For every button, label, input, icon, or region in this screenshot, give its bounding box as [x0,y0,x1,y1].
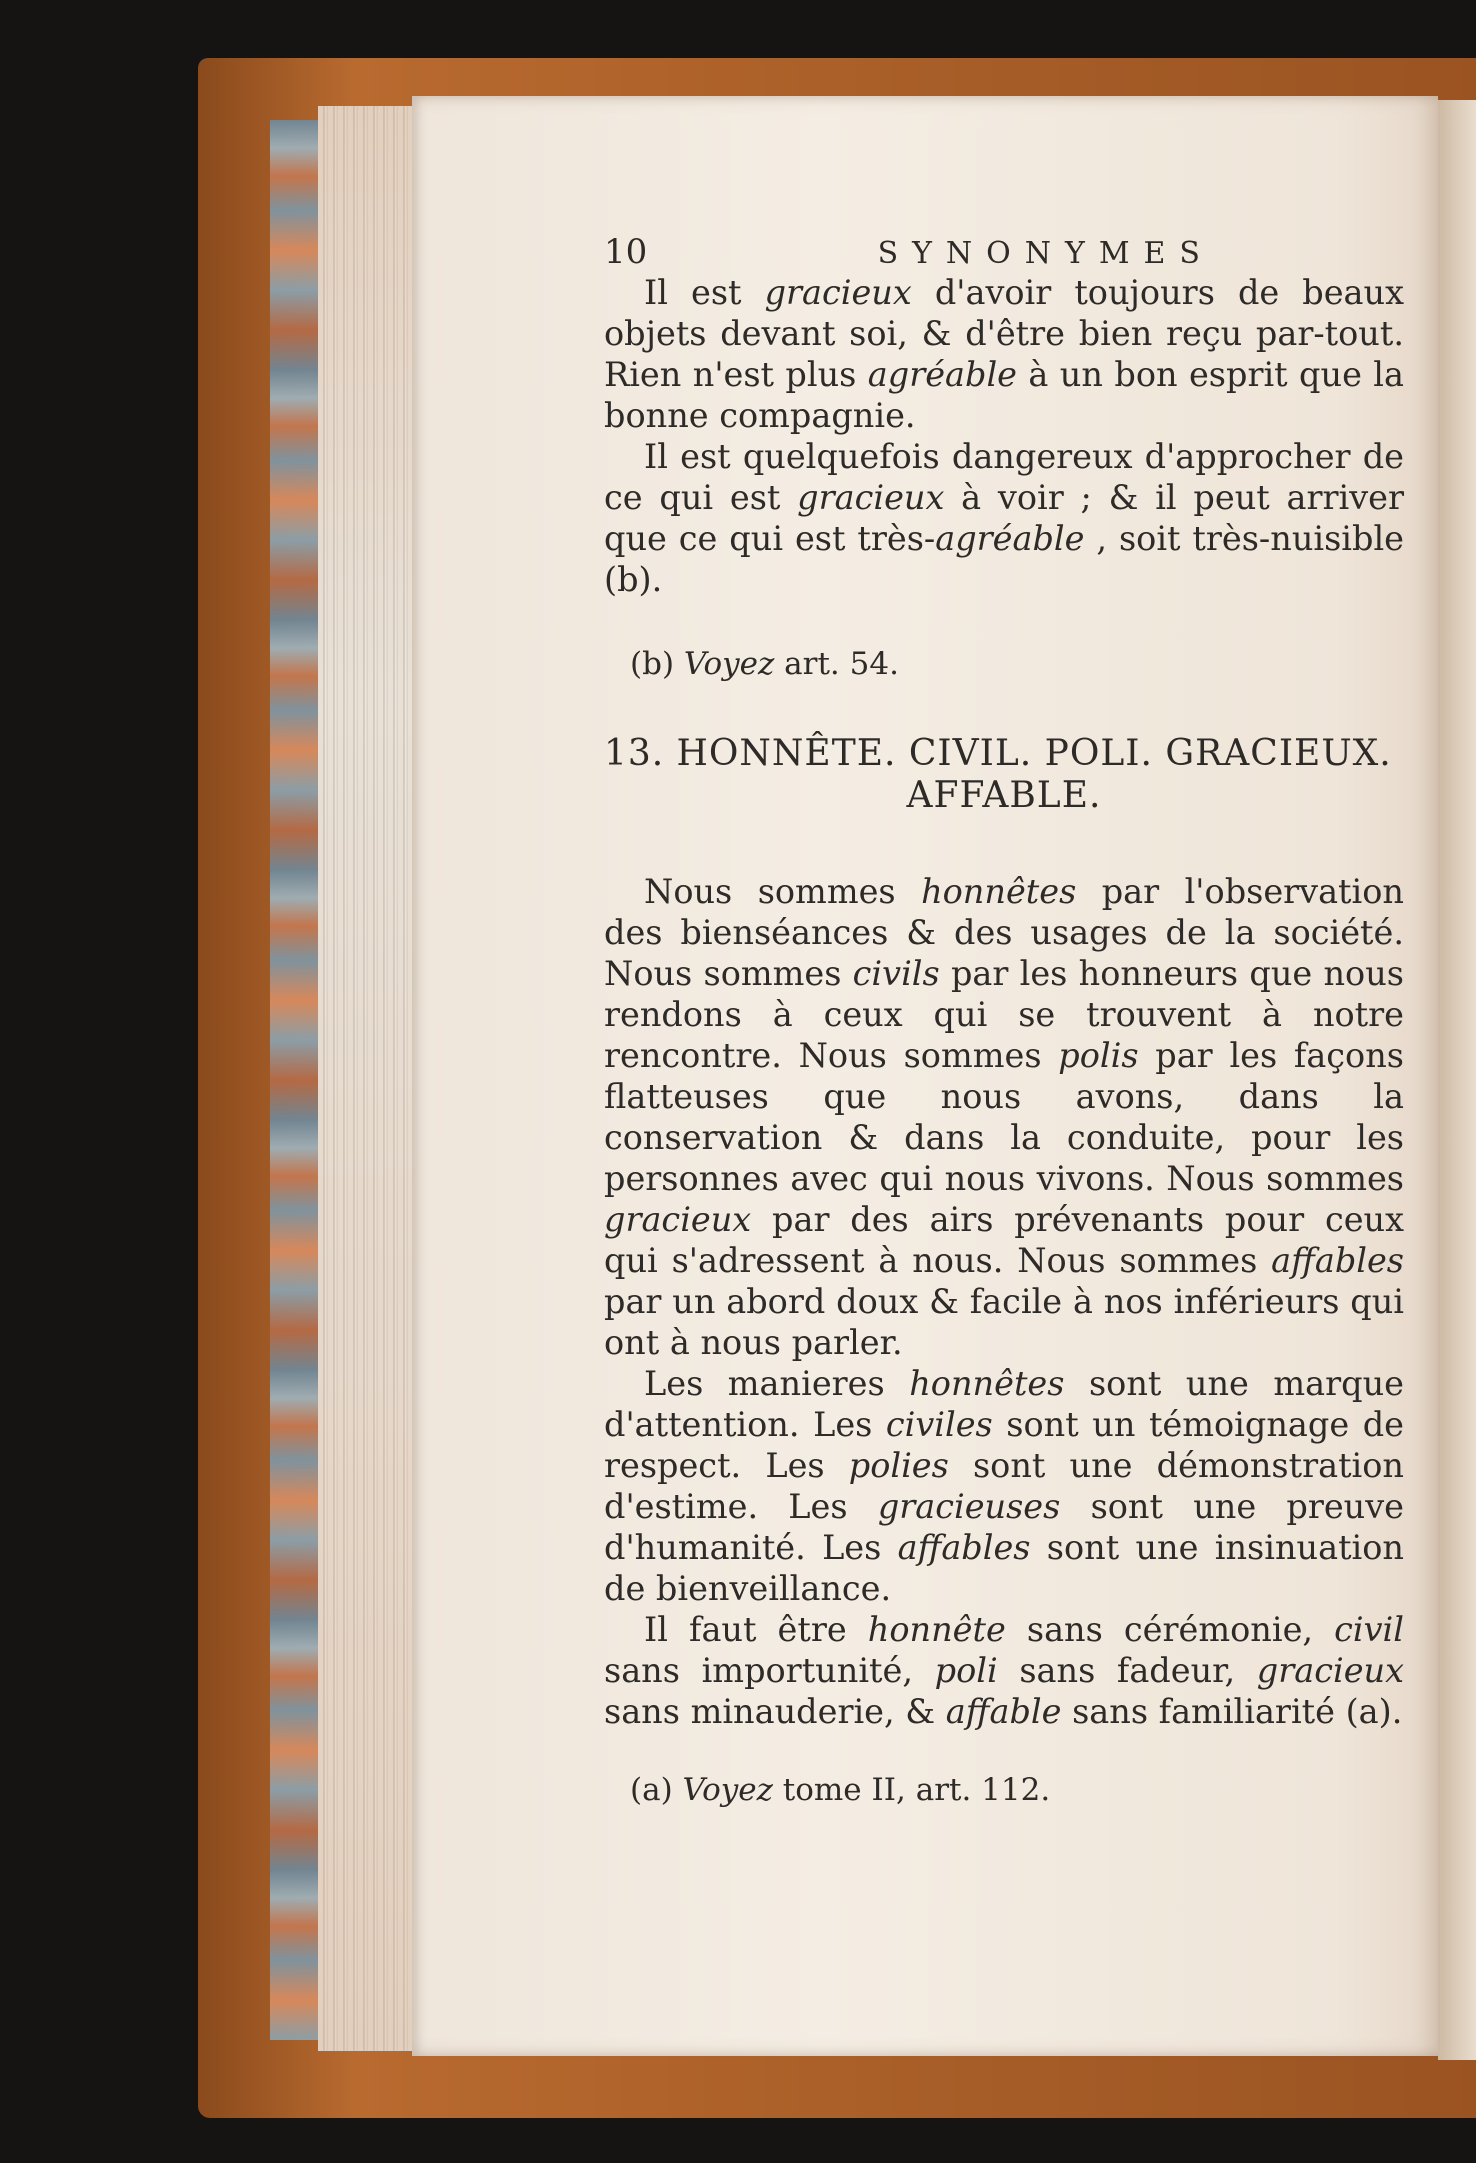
paragraph-5: Il faut être honnête sans cérémonie, civil sans importunité, poli sans fadeur, gracieux sans minauderie, & affable sans familiarité (a). [604,1610,1404,1731]
paragraph-1: Il est gracieux d'avoir toujours de beaux objets devant soi, & d'être bien reçu par-tout. Rien n'est plus agréable à un bon esprit que la bonne compagnie. [604,273,1404,435]
footnote-a: (a) Voyez tome II, art. 112. [630,1772,1051,1808]
footnote-b: (b) Voyez art. 54. [630,646,899,682]
article-title: HONNÊTE. CIVIL. POLI. GRACIEUX. AFFABLE. [676,733,1392,816]
paragraph-3: Nous sommes honnêtes par l'observation des bienséances & des usages de la société. Nous sommes civils par les honneurs que nous rendons à ceux qui se trouvent à notre rencontre. Nous sommes polis par les façons flatteuses que nous avons, dans la conservation & dans la conduite, pour les personnes avec qui nous vivons. Nous sommes gracieux par des airs prévenants pour ceux qui s'adressent à nous. Nous sommes affables par un abord doux & facile à nos inférieurs qui ont à nous parler. [604,872,1404,1362]
facing-page-edge [1438,100,1476,2060]
paragraph-4: Les manieres honnêtes sont une marque d'attention. Les civiles sont un témoignage de respect. Les polies sont une démonstration d'estime. Les gracieuses sont une preuve d'humanité. Les affables sont une insinuation de bienveillance. [604,1364,1404,1608]
paragraph-2: Il est quelquefois dangereux d'approcher de ce qui est gracieux à voir ; & il peut arriver que ce qui est très-agréable , soit très-nuisible (b). [604,437,1405,599]
page-number: 10 [604,232,648,272]
running-head: SYNONYMES [877,236,1214,271]
article-number: 13. [604,733,665,774]
page-header [604,232,1404,272]
marbled-edge [270,120,318,2040]
article-heading [604,733,1404,817]
page-text [604,232,1404,1811]
